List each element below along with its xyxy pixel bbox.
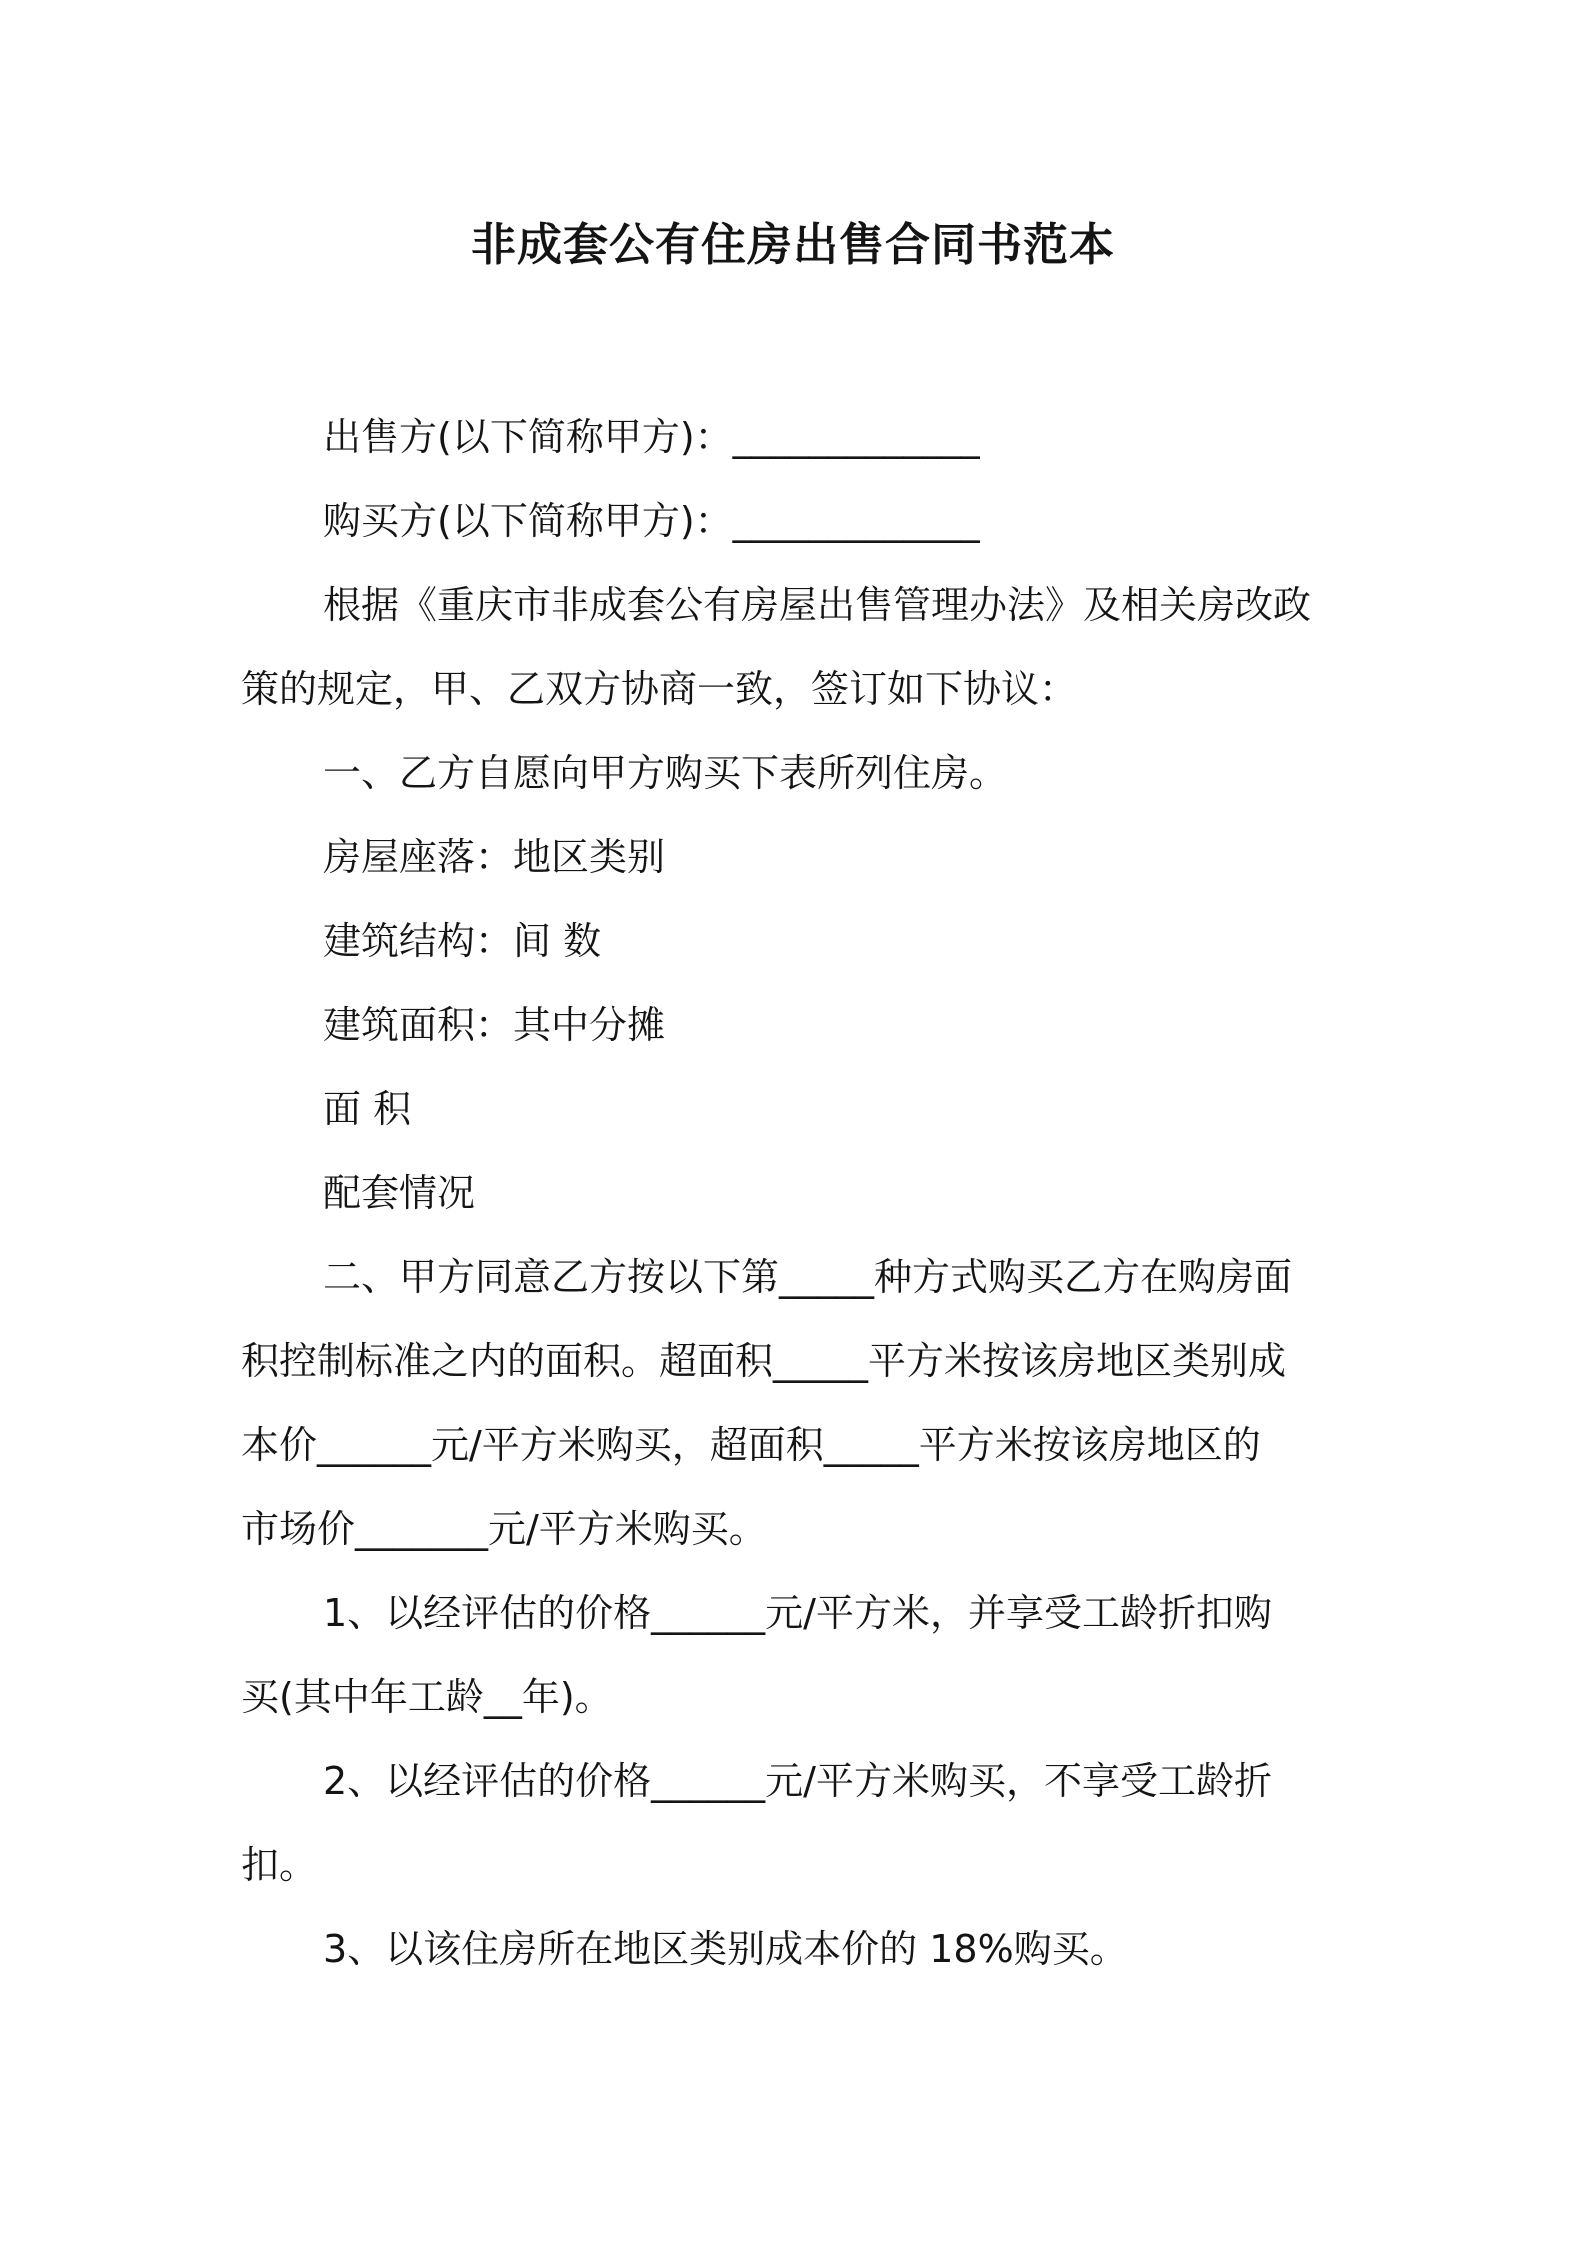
option-1-line-2: 买(其中年工龄__年)。 — [241, 1675, 613, 1719]
buyer-line: 购买方(以下简称甲方)：_____________ — [323, 499, 980, 543]
option-1-line-1: 1、以经评估的价格______元/平方米，并享受工龄折扣购 — [323, 1591, 1272, 1635]
facilities-field: 配套情况 — [323, 1171, 476, 1215]
clause-1-heading: 一、乙方自愿向甲方购买下表所列住房。 — [323, 751, 1008, 795]
house-location-field: 房屋座落：地区类别 — [323, 835, 666, 879]
building-structure-field: 建筑结构：间 数 — [323, 919, 602, 963]
option-2-line-2: 扣。 — [241, 1843, 318, 1887]
clause-2-line-4: 市场价_______元/平方米购买。 — [241, 1507, 767, 1551]
option-3-line: 3、以该住房所在地区类别成本价的 18%购买。 — [323, 1927, 1128, 1971]
clause-2-line-3: 本价______元/平方米购买，超面积_____平方米按该房地区的 — [241, 1423, 1261, 1467]
document-title: 非成套公有住房出售合同书范本 — [470, 218, 1115, 271]
seller-line: 出售方(以下简称甲方)：_____________ — [323, 415, 980, 459]
clause-2-line-1: 二、甲方同意乙方按以下第_____种方式购买乙方在购房面 — [323, 1255, 1293, 1299]
area-field: 面 积 — [323, 1087, 412, 1131]
intro-paragraph-line-1: 根据《重庆市非成套公有房屋出售管理办法》及相关房改政 — [323, 583, 1312, 627]
document-body — [241, 395, 1356, 1991]
option-2-line-1: 2、以经评估的价格______元/平方米购买，不享受工龄折 — [323, 1759, 1272, 1803]
clause-2-line-2: 积控制标准之内的面积。超面积_____平方米按该房地区类别成 — [241, 1339, 1287, 1383]
building-area-field: 建筑面积：其中分摊 — [323, 1003, 666, 1047]
intro-paragraph-line-2: 策的规定，甲、乙双方协商一致，签订如下协议： — [241, 667, 1078, 711]
